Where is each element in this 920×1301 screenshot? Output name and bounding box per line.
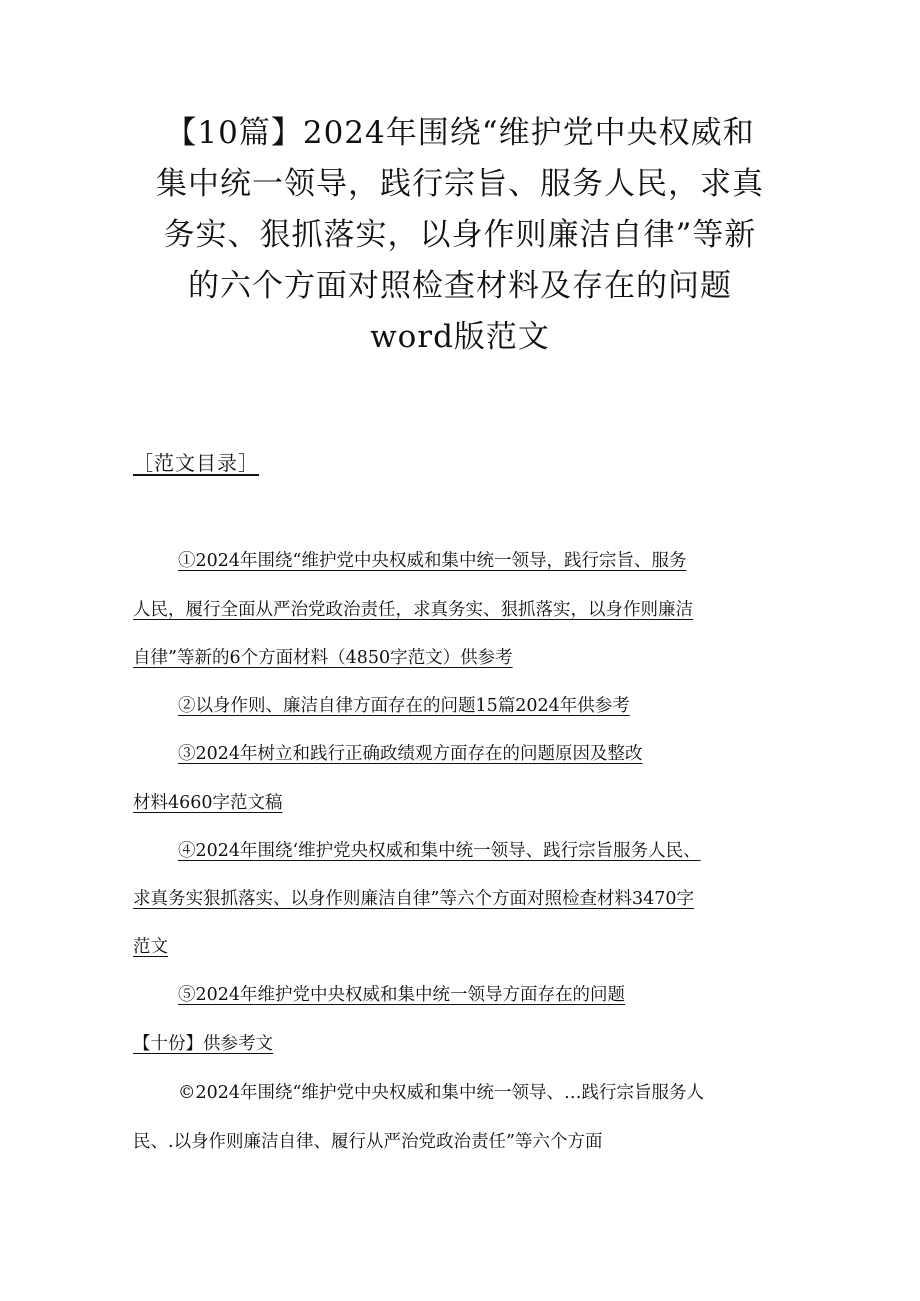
toc-link-1[interactable]: 人民，履行全面从严治党政治责任，求真务实、狠抓落实，以身作则廉洁 xyxy=(133,600,693,620)
toc-link-2[interactable]: ②以身作则、廉洁自律方面存在的问题15篇2024年供参考 xyxy=(178,696,630,716)
toc-link-5[interactable]: 【十份】供参考文 xyxy=(133,1034,273,1054)
toc-link-4[interactable]: ④2024年围绕‘维护党央权威和集中统一领导、践行宗旨服务人民、 xyxy=(178,841,701,861)
title-line: word版范文 xyxy=(370,319,550,355)
title-line: 务实、狠抓落实，以身作则廉洁自律”等新 xyxy=(163,217,757,253)
document-title xyxy=(130,108,790,363)
body-text-line: 民、.以身作则廉洁自律、履行从严治党政治责任”等六个方面 xyxy=(133,1132,603,1152)
toc-link-4[interactable]: 范文 xyxy=(133,937,168,957)
title-line: 【10篇】2024年围绕“维护党中央权威和 xyxy=(165,115,755,151)
title-line: 集中统一领导，践行宗旨、服务人民，求真 xyxy=(156,166,764,202)
toc-link-5[interactable]: ⑤2024年维护党中央权威和集中统一领导方面存在的问题 xyxy=(178,985,626,1005)
toc-link-1[interactable]: 自律”等新的6个方面材料（4850字范文）供参考 xyxy=(133,648,513,668)
toc-link-1[interactable]: ①2024年围绕“维护党中央权威和集中统一领导，践行宗旨、服务 xyxy=(178,551,687,571)
title-line: 的六个方面对照检查材料及存在的问题 xyxy=(188,268,732,304)
toc-link-4[interactable]: 求真务实狠抓落实、以身作则廉洁自律”等六个方面对照检查材料3470字 xyxy=(133,889,694,909)
body-text-line: ©2024年围绕“维护党中央权威和集中统一领导、…践行宗旨服务人 xyxy=(178,1083,704,1103)
toc-heading: ［范文目录］ xyxy=(133,451,259,475)
toc-link-3[interactable]: 材料4660字范文稿 xyxy=(133,793,283,813)
toc-link-3[interactable]: ③2024年树立和践行正确政绩观方面存在的问题原因及整改 xyxy=(178,744,643,764)
